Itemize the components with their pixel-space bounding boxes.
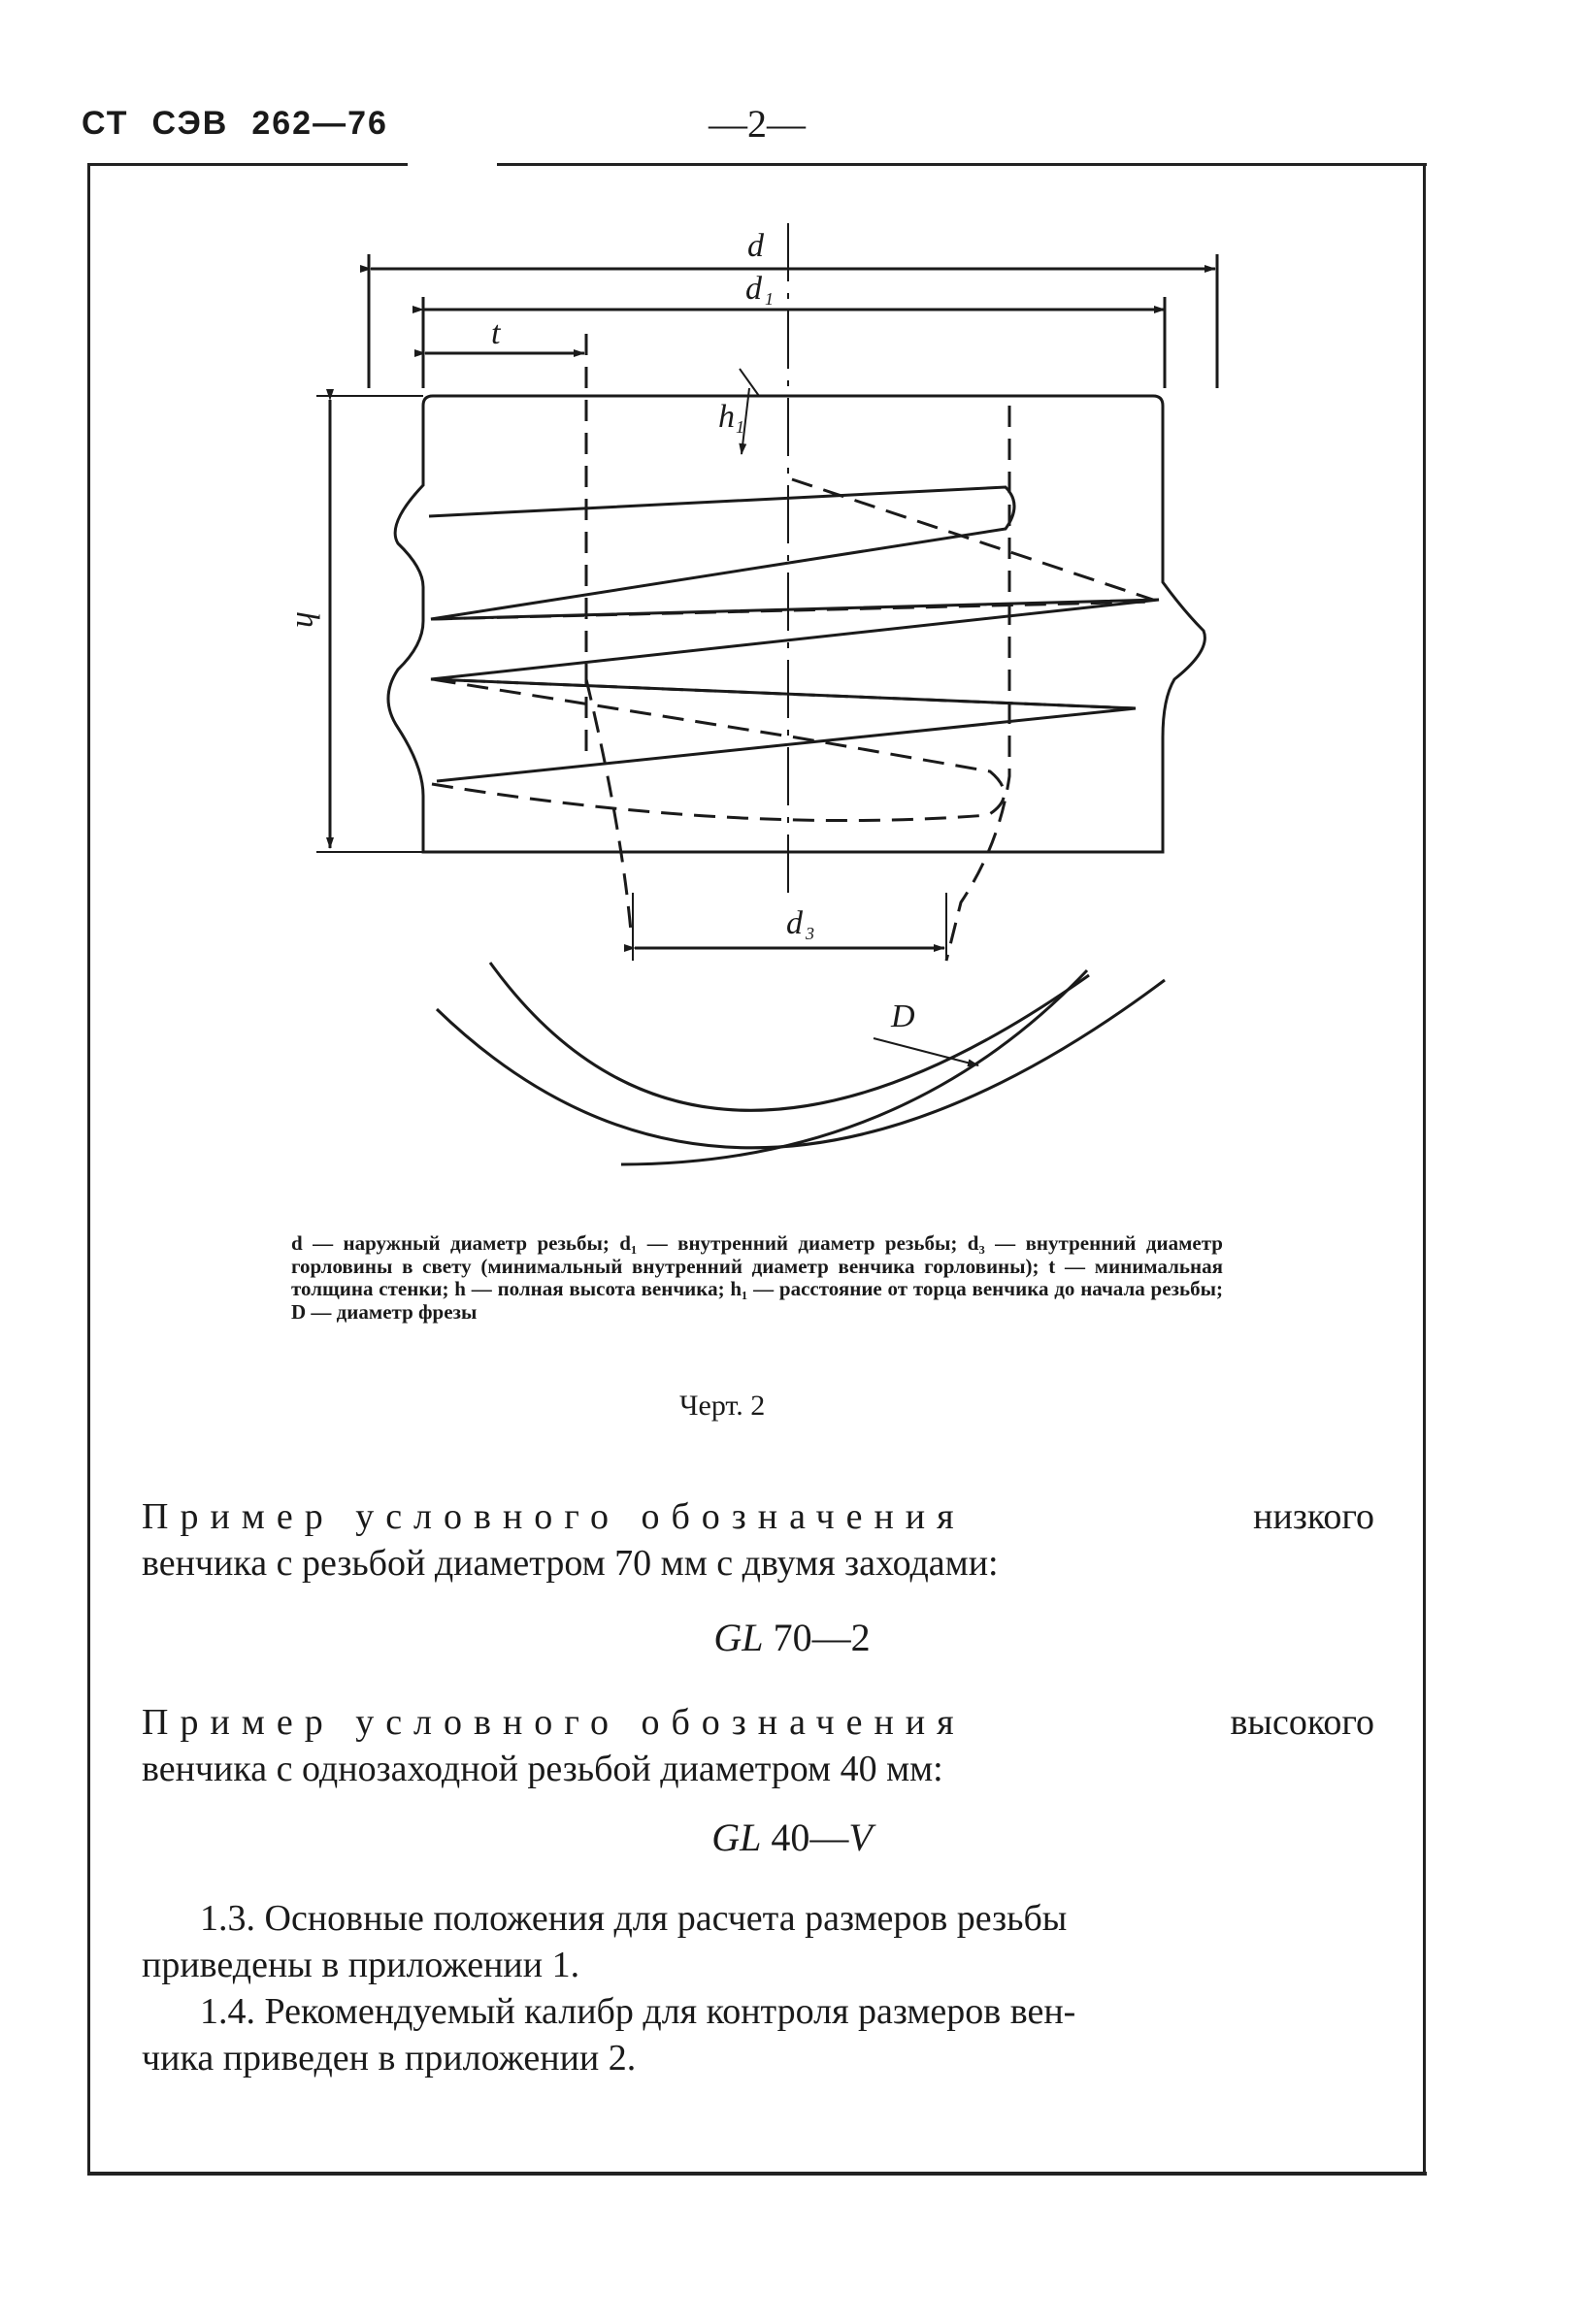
wall-line-left-lower — [586, 679, 631, 932]
example1-line2: венчика с резьбой диаметром 70 мм с двумя заходами: — [142, 1542, 999, 1584]
example1-paragraph — [142, 1494, 1374, 1588]
label-h1: h — [718, 399, 735, 435]
cutter-arc-outer — [490, 963, 1089, 1110]
label-h: h — [289, 611, 325, 628]
example2-lead: Пример условного обозначения — [142, 1702, 966, 1743]
clause-1-3-line2: приведены в приложении 1. — [142, 1944, 580, 1985]
example2-line2: венчика с однозаходной резьбой диаметром 40 мм: — [142, 1748, 943, 1789]
label-h1-sub: 1 — [736, 417, 744, 437]
formula2-v: V — [848, 1816, 873, 1859]
example2-formula — [0, 1815, 1584, 1860]
formula2-code: GL — [711, 1816, 762, 1859]
formula2-num: 40— — [761, 1816, 849, 1859]
example2-word-right: высокого — [1230, 1702, 1374, 1743]
label-d: d — [747, 228, 764, 264]
label-d1-sub: 1 — [765, 289, 774, 309]
formula1-rest: 70—2 — [763, 1616, 871, 1659]
label-d3-sub: 3 — [806, 924, 814, 943]
example1-lead: Пример условного обозначения — [142, 1496, 966, 1537]
clause-1-4 — [142, 1989, 1374, 2082]
header-org: СТ — [82, 105, 129, 142]
drawing-caption: Черт. 2 — [679, 1390, 766, 1422]
label-D: D — [891, 998, 915, 1034]
formula1-code: GL — [713, 1616, 764, 1659]
neck-outline — [388, 396, 1204, 852]
clause-1-4-line2: чика приведен в приложении 2. — [142, 2037, 637, 2079]
frame-bottom-border — [87, 2172, 1427, 2176]
page-number: —2— — [709, 102, 806, 146]
example2-paragraph — [142, 1700, 1374, 1793]
example1-word-right: низкого — [1253, 1496, 1374, 1537]
clause-1-3-line1: 1.3. Основные положения для расчета размеров резьбы — [200, 1898, 1068, 1939]
cutter-arc-mid — [437, 980, 1165, 1148]
header-standard: СЭВ — [151, 105, 229, 142]
label-d1: d — [745, 271, 762, 307]
label-d3: d — [786, 905, 803, 941]
clause-1-4-line1: 1.4. Рекомендуемый калибр для контроля размеров вен- — [200, 1991, 1076, 2032]
clause-1-3 — [142, 1896, 1374, 1989]
drawing-legend: d — наружный диаметр резьбы; d₁ — внутренний диаметр резьбы; d₃ — внутренний диаметр горловины в свету (минимальный внутренний диаметр венчика горловины); t — минимальная толщина стенки; h — полная высота венчика; h₁ — расстояние от торца венчика до начала резьбы; D — диаметр фрезы — [291, 1231, 1223, 1324]
label-t: t — [491, 315, 501, 351]
header-number: 262—76 — [251, 105, 388, 142]
example1-formula — [0, 1615, 1584, 1660]
